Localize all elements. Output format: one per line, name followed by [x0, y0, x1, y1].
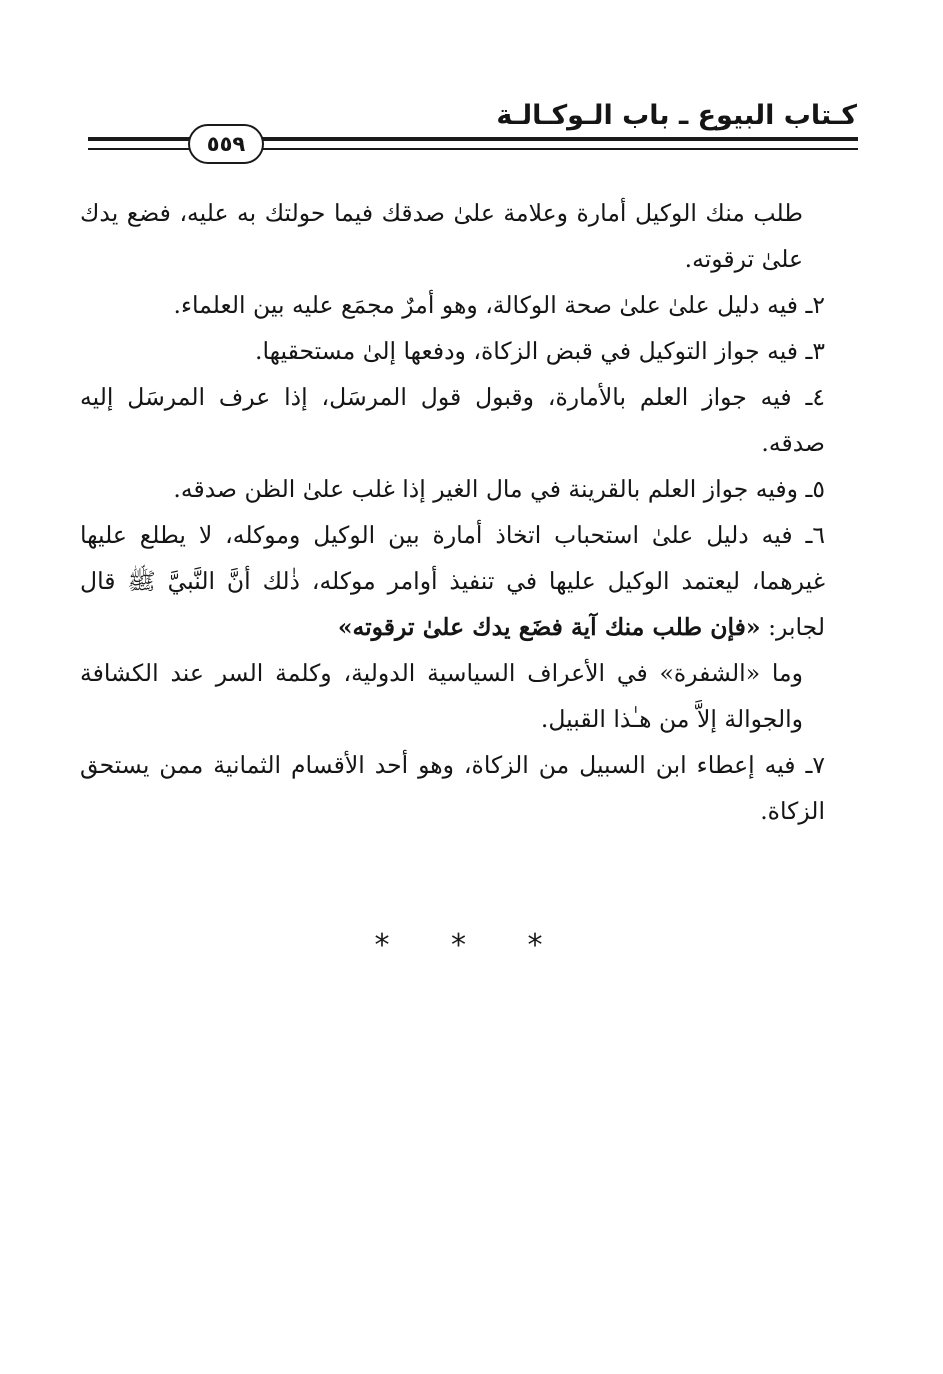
paragraph-text: ٧ـ فيه إعطاء ابن السبيل من الزكاة، وهو أحد الأقسام الثمانية ممن يستحق الزكاة. [80, 751, 825, 825]
main-text [80, 190, 825, 834]
paragraph-text: وما «الشفرة» في الأعراف السياسية الدولية، وكلمة السر عند الكشافة والجوالة إلاَّ من هـٰذا القبيل. [80, 659, 803, 733]
paragraph-text: ٢ـ فيه دليل علىٰ علىٰ صحة الوكالة، وهو أمرٌ مجمَع عليه بين العلماء. [173, 291, 825, 319]
paragraph-text: ٣ـ فيه جواز التوكيل في قبض الزكاة، ودفعها إلىٰ مستحقيها. [255, 337, 825, 365]
paragraph-text: ٥ـ وفيه جواز العلم بالقرينة في مال الغير إذا غلب علىٰ الظن صدقه. [173, 475, 825, 503]
list-item-2 [80, 282, 825, 328]
page-number: ٥٥٩ [206, 132, 246, 156]
paragraph-text: طلب منك الوكيل أمارة وعلامة علىٰ صدقك فيما حولتك به عليه، فضع يدك علىٰ ترقوته. [80, 199, 803, 273]
list-item-7 [80, 742, 825, 834]
paragraph-text: ٦ـ فيه دليل علىٰ استحباب اتخاذ أمارة بين الوكيل وموكله، لا يطلع عليها غيرهما، ليعتمد الوكيل عليها في تنفيذ أوامر موكله، ذٰلك أنَّ النَّبيَّ ﷺ قال لجابر: [80, 521, 825, 641]
paragraph-continuation [80, 190, 825, 282]
list-item-3 [80, 328, 825, 374]
page-number-badge [188, 124, 264, 164]
hadith-quote: «فإن طلب منك آية فضَع يدك علىٰ ترقوته» [337, 613, 761, 641]
section-separator: * * * [374, 928, 569, 963]
list-item-6 [80, 512, 825, 650]
list-item-4 [80, 374, 825, 466]
paragraph-cipher-note [80, 650, 825, 742]
list-item-5 [80, 466, 825, 512]
paragraph-text: ٤ـ فيه جواز العلم بالأمارة، وقبول قول المرسَل، إذا عرف المرسَل إليه صدقه. [80, 383, 825, 457]
running-title: كـتاب البيوع ـ باب الـوكـالـة [496, 100, 857, 131]
